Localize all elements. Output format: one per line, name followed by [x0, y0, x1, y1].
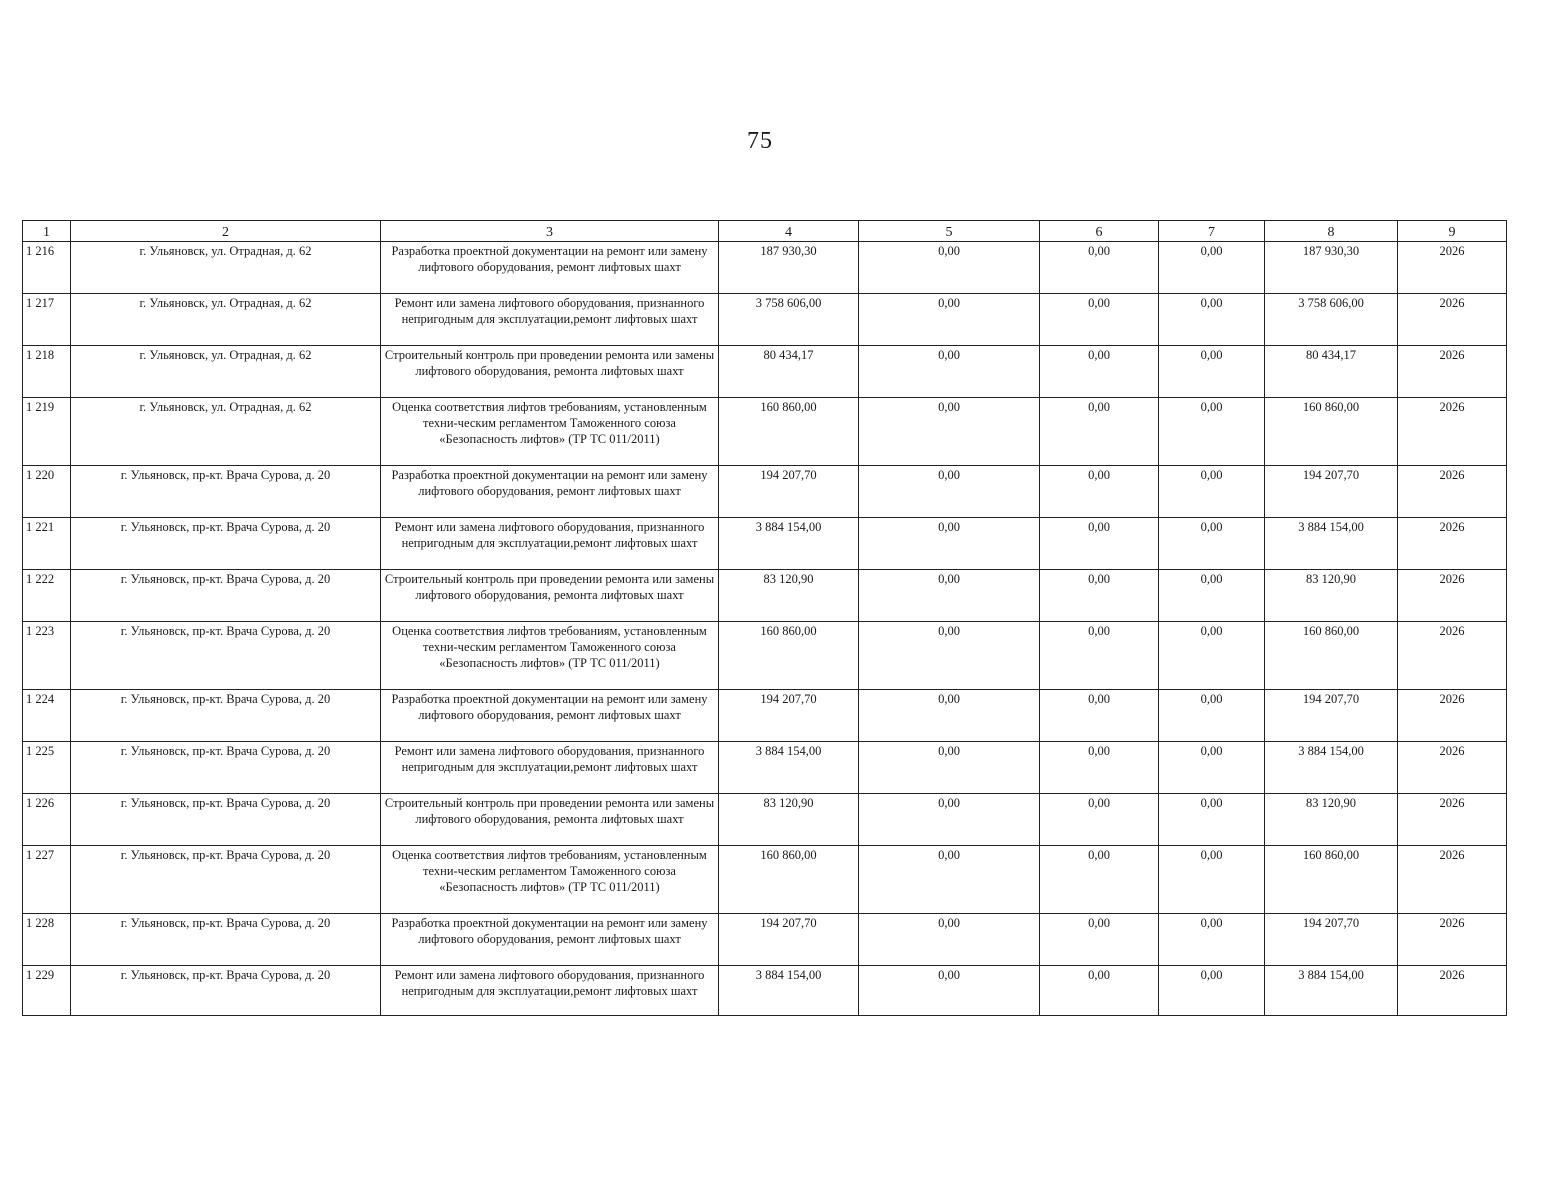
amount-col6-cell: 0,00: [1040, 570, 1159, 622]
year-cell: 2026: [1398, 466, 1507, 518]
amount-col6-cell: 0,00: [1040, 794, 1159, 846]
amount-col4-cell: 160 860,00: [719, 846, 859, 914]
row-number-cell: 1 225: [23, 742, 71, 794]
table-row: [23, 690, 1507, 742]
year-cell: 2026: [1398, 690, 1507, 742]
column-header: 3: [381, 221, 719, 242]
table-row: [23, 466, 1507, 518]
amount-col7-cell: 0,00: [1159, 570, 1265, 622]
amount-col5-cell: 0,00: [859, 466, 1040, 518]
year-cell: 2026: [1398, 346, 1507, 398]
table-row: [23, 518, 1507, 570]
address-cell: г. Ульяновск, ул. Отрадная, д. 62: [71, 242, 381, 294]
work-description-cell: Оценка соответствия лифтов требованиям, установленным техни-ческим регламентом Таможенного союза «Безопасность лифтов» (ТР ТС 011/2011): [381, 622, 719, 690]
address-cell: г. Ульяновск, ул. Отрадная, д. 62: [71, 346, 381, 398]
column-header: 5: [859, 221, 1040, 242]
amount-col4-cell: 194 207,70: [719, 466, 859, 518]
column-header: 9: [1398, 221, 1507, 242]
amount-col6-cell: 0,00: [1040, 966, 1159, 1016]
year-cell: 2026: [1398, 914, 1507, 966]
amount-col7-cell: 0,00: [1159, 966, 1265, 1016]
work-description-cell: Оценка соответствия лифтов требованиям, установленным техни-ческим регламентом Таможенного союза «Безопасность лифтов» (ТР ТС 011/2011): [381, 846, 719, 914]
table-header-row: [23, 221, 1507, 242]
amount-col5-cell: 0,00: [859, 966, 1040, 1016]
amount-col5-cell: 0,00: [859, 518, 1040, 570]
amount-col8-cell: 83 120,90: [1265, 794, 1398, 846]
address-cell: г. Ульяновск, пр-кт. Врача Сурова, д. 20: [71, 690, 381, 742]
table-row: [23, 794, 1507, 846]
work-description-cell: Строительный контроль при проведении ремонта или замены лифтового оборудования, ремонта лифтовых шахт: [381, 570, 719, 622]
amount-col4-cell: 160 860,00: [719, 398, 859, 466]
amount-col5-cell: 0,00: [859, 846, 1040, 914]
amount-col6-cell: 0,00: [1040, 622, 1159, 690]
page-number: 75: [747, 128, 773, 154]
amount-col4-cell: 3 884 154,00: [719, 966, 859, 1016]
amount-col4-cell: 83 120,90: [719, 570, 859, 622]
work-description-cell: Разработка проектной документации на ремонт или замену лифтового оборудования, ремонт лифтовых шахт: [381, 242, 719, 294]
amount-col5-cell: 0,00: [859, 914, 1040, 966]
column-header: 7: [1159, 221, 1265, 242]
amount-col8-cell: 194 207,70: [1265, 466, 1398, 518]
address-cell: г. Ульяновск, пр-кт. Врача Сурова, д. 20: [71, 794, 381, 846]
amount-col8-cell: 3 758 606,00: [1265, 294, 1398, 346]
amount-col7-cell: 0,00: [1159, 294, 1265, 346]
amount-col4-cell: 187 930,30: [719, 242, 859, 294]
amount-col8-cell: 160 860,00: [1265, 398, 1398, 466]
table-row: [23, 294, 1507, 346]
amount-col4-cell: 3 884 154,00: [719, 518, 859, 570]
row-number-cell: 1 229: [23, 966, 71, 1016]
year-cell: 2026: [1398, 570, 1507, 622]
table-row: [23, 622, 1507, 690]
amount-col7-cell: 0,00: [1159, 914, 1265, 966]
row-number-cell: 1 227: [23, 846, 71, 914]
amount-col8-cell: 3 884 154,00: [1265, 518, 1398, 570]
row-number-cell: 1 228: [23, 914, 71, 966]
table-row: [23, 398, 1507, 466]
work-description-cell: Ремонт или замена лифтового оборудования, признанного непригодным для эксплуатации,ремонт лифтовых шахт: [381, 294, 719, 346]
address-cell: г. Ульяновск, ул. Отрадная, д. 62: [71, 398, 381, 466]
amount-col6-cell: 0,00: [1040, 346, 1159, 398]
amount-col7-cell: 0,00: [1159, 846, 1265, 914]
row-number-cell: 1 220: [23, 466, 71, 518]
amount-col6-cell: 0,00: [1040, 914, 1159, 966]
amount-col4-cell: 80 434,17: [719, 346, 859, 398]
column-header: 2: [71, 221, 381, 242]
table-row: [23, 742, 1507, 794]
amount-col7-cell: 0,00: [1159, 742, 1265, 794]
column-header: 8: [1265, 221, 1398, 242]
row-number-cell: 1 222: [23, 570, 71, 622]
amount-col7-cell: 0,00: [1159, 466, 1265, 518]
amount-col8-cell: 160 860,00: [1265, 622, 1398, 690]
row-number-cell: 1 223: [23, 622, 71, 690]
amount-col6-cell: 0,00: [1040, 242, 1159, 294]
row-number-cell: 1 218: [23, 346, 71, 398]
column-header: 4: [719, 221, 859, 242]
year-cell: 2026: [1398, 794, 1507, 846]
amount-col5-cell: 0,00: [859, 794, 1040, 846]
amount-col7-cell: 0,00: [1159, 622, 1265, 690]
table-row: [23, 242, 1507, 294]
row-number-cell: 1 221: [23, 518, 71, 570]
row-number-cell: 1 219: [23, 398, 71, 466]
amount-col8-cell: 3 884 154,00: [1265, 966, 1398, 1016]
amount-col7-cell: 0,00: [1159, 398, 1265, 466]
amount-col8-cell: 83 120,90: [1265, 570, 1398, 622]
address-cell: г. Ульяновск, пр-кт. Врача Сурова, д. 20: [71, 914, 381, 966]
amount-col4-cell: 3 758 606,00: [719, 294, 859, 346]
amount-col8-cell: 187 930,30: [1265, 242, 1398, 294]
work-description-cell: Строительный контроль при проведении ремонта или замены лифтового оборудования, ремонта лифтовых шахт: [381, 794, 719, 846]
amount-col5-cell: 0,00: [859, 242, 1040, 294]
amount-col8-cell: 194 207,70: [1265, 914, 1398, 966]
amount-col5-cell: 0,00: [859, 346, 1040, 398]
amount-col8-cell: 160 860,00: [1265, 846, 1398, 914]
amount-col8-cell: 3 884 154,00: [1265, 742, 1398, 794]
address-cell: г. Ульяновск, пр-кт. Врача Сурова, д. 20: [71, 742, 381, 794]
amount-col5-cell: 0,00: [859, 622, 1040, 690]
amount-col4-cell: 3 884 154,00: [719, 742, 859, 794]
work-description-cell: Разработка проектной документации на ремонт или замену лифтового оборудования, ремонт лифтовых шахт: [381, 690, 719, 742]
table-row: [23, 346, 1507, 398]
amount-col5-cell: 0,00: [859, 570, 1040, 622]
amount-col6-cell: 0,00: [1040, 294, 1159, 346]
amount-col5-cell: 0,00: [859, 294, 1040, 346]
registry-table: [22, 220, 1507, 1016]
amount-col8-cell: 194 207,70: [1265, 690, 1398, 742]
table-row: [23, 846, 1507, 914]
work-description-cell: Строительный контроль при проведении ремонта или замены лифтового оборудования, ремонта лифтовых шахт: [381, 346, 719, 398]
amount-col5-cell: 0,00: [859, 690, 1040, 742]
year-cell: 2026: [1398, 294, 1507, 346]
work-description-cell: Разработка проектной документации на ремонт или замену лифтового оборудования, ремонт лифтовых шахт: [381, 466, 719, 518]
row-number-cell: 1 224: [23, 690, 71, 742]
work-description-cell: Ремонт или замена лифтового оборудования, признанного непригодным для эксплуатации,ремонт лифтовых шахт: [381, 518, 719, 570]
table-body: [23, 242, 1507, 1016]
year-cell: 2026: [1398, 242, 1507, 294]
work-description-cell: Разработка проектной документации на ремонт или замену лифтового оборудования, ремонт лифтовых шахт: [381, 914, 719, 966]
amount-col5-cell: 0,00: [859, 742, 1040, 794]
column-header: 6: [1040, 221, 1159, 242]
address-cell: г. Ульяновск, пр-кт. Врача Сурова, д. 20: [71, 466, 381, 518]
address-cell: г. Ульяновск, пр-кт. Врача Сурова, д. 20: [71, 846, 381, 914]
amount-col6-cell: 0,00: [1040, 466, 1159, 518]
table-row: [23, 570, 1507, 622]
work-description-cell: Ремонт или замена лифтового оборудования, признанного непригодным для эксплуатации,ремонт лифтовых шахт: [381, 966, 719, 1016]
work-description-cell: Ремонт или замена лифтового оборудования, признанного непригодным для эксплуатации,ремонт лифтовых шахт: [381, 742, 719, 794]
address-cell: г. Ульяновск, пр-кт. Врача Сурова, д. 20: [71, 570, 381, 622]
year-cell: 2026: [1398, 846, 1507, 914]
address-cell: г. Ульяновск, пр-кт. Врача Сурова, д. 20: [71, 966, 381, 1016]
amount-col6-cell: 0,00: [1040, 518, 1159, 570]
amount-col8-cell: 80 434,17: [1265, 346, 1398, 398]
year-cell: 2026: [1398, 518, 1507, 570]
amount-col5-cell: 0,00: [859, 398, 1040, 466]
year-cell: 2026: [1398, 742, 1507, 794]
amount-col4-cell: 83 120,90: [719, 794, 859, 846]
amount-col6-cell: 0,00: [1040, 742, 1159, 794]
amount-col7-cell: 0,00: [1159, 518, 1265, 570]
amount-col4-cell: 160 860,00: [719, 622, 859, 690]
amount-col7-cell: 0,00: [1159, 794, 1265, 846]
amount-col7-cell: 0,00: [1159, 346, 1265, 398]
column-header: 1: [23, 221, 71, 242]
address-cell: г. Ульяновск, пр-кт. Врача Сурова, д. 20: [71, 622, 381, 690]
year-cell: 2026: [1398, 966, 1507, 1016]
table-row: [23, 966, 1507, 1016]
amount-col4-cell: 194 207,70: [719, 914, 859, 966]
table-row: [23, 914, 1507, 966]
address-cell: г. Ульяновск, ул. Отрадная, д. 62: [71, 294, 381, 346]
amount-col6-cell: 0,00: [1040, 846, 1159, 914]
amount-col4-cell: 194 207,70: [719, 690, 859, 742]
year-cell: 2026: [1398, 398, 1507, 466]
row-number-cell: 1 216: [23, 242, 71, 294]
address-cell: г. Ульяновск, пр-кт. Врача Сурова, д. 20: [71, 518, 381, 570]
year-cell: 2026: [1398, 622, 1507, 690]
amount-col6-cell: 0,00: [1040, 690, 1159, 742]
amount-col7-cell: 0,00: [1159, 690, 1265, 742]
row-number-cell: 1 226: [23, 794, 71, 846]
row-number-cell: 1 217: [23, 294, 71, 346]
amount-col6-cell: 0,00: [1040, 398, 1159, 466]
amount-col7-cell: 0,00: [1159, 242, 1265, 294]
work-description-cell: Оценка соответствия лифтов требованиям, установленным техни-ческим регламентом Таможенного союза «Безопасность лифтов» (ТР ТС 011/2011): [381, 398, 719, 466]
